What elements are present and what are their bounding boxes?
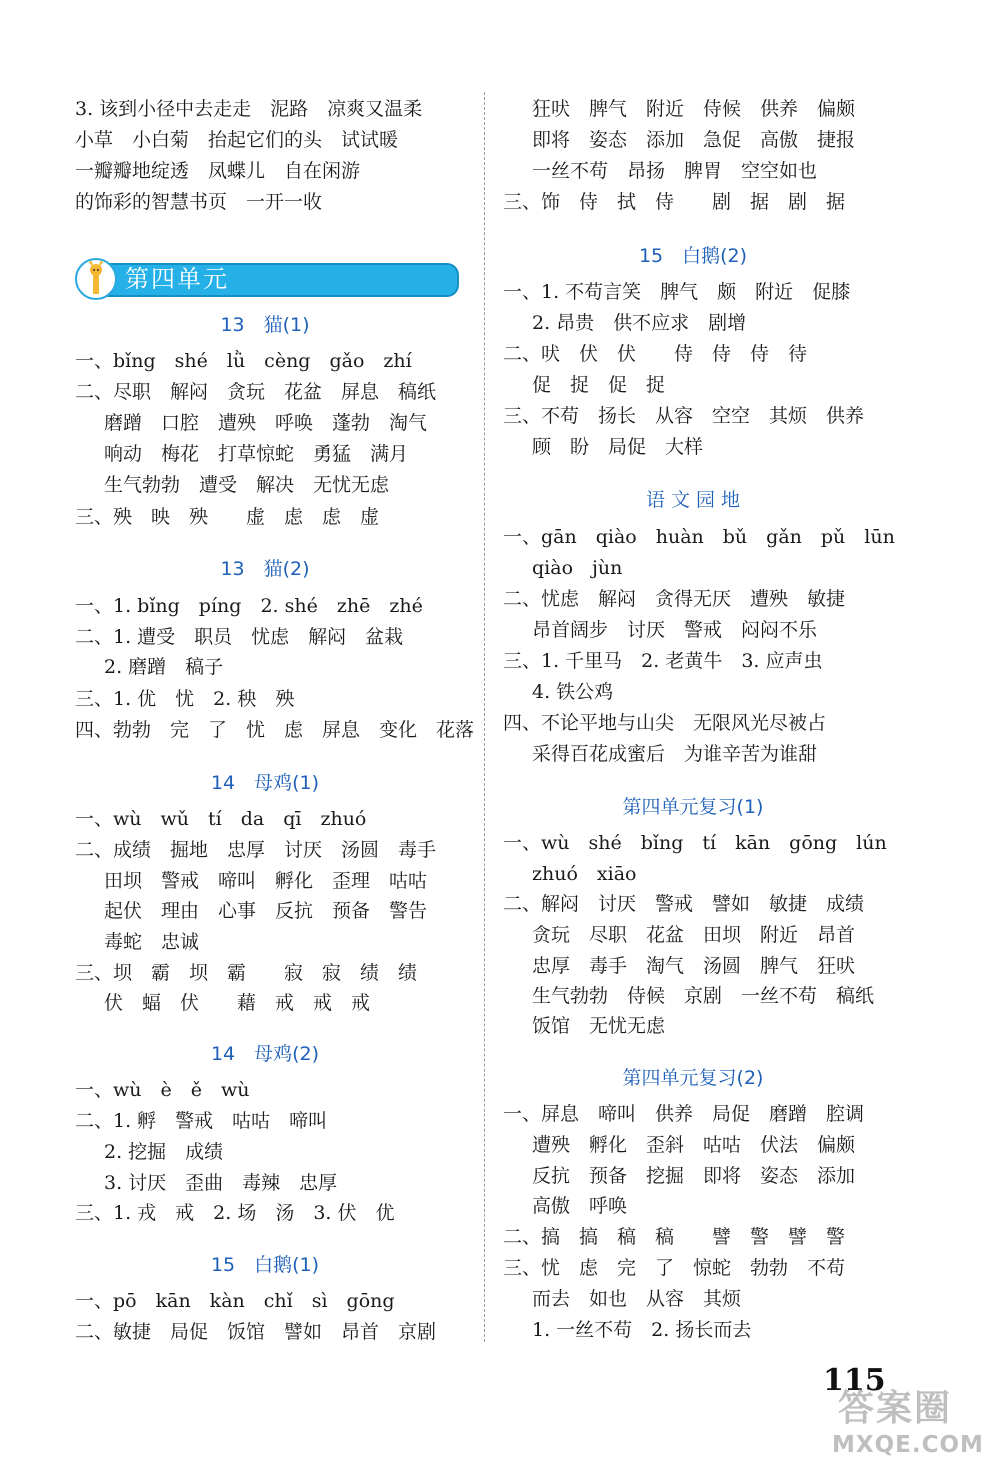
- watermark-logo-text: 答案圈: [838, 1388, 953, 1429]
- text-line: 的饰彩的智慧书页 一开一收: [75, 191, 323, 213]
- text-line: 一、pō kān kàn chǐ sì gōng: [75, 1290, 395, 1312]
- giraffe-icon-svg: [77, 260, 115, 298]
- text-line: 一、wù shé bǐng tí kān gōng lún: [503, 832, 887, 854]
- text-line: 3. 讨厌 歪曲 毒辣 忠厚: [104, 1172, 338, 1194]
- watermark: [830, 1380, 998, 1465]
- text-line: 饭馆 无忧无虑: [532, 1015, 666, 1037]
- section-heading: 语 文 园 地: [645, 489, 741, 511]
- text-line: 三、忧 虑 完 了 惊蛇 勃勃 不苟: [503, 1257, 846, 1279]
- text-line: 一、wù wǔ tí da qī zhuó: [75, 808, 367, 830]
- text-line: 一、wù è ě wù: [75, 1079, 250, 1101]
- text-line: 高傲 呼唤: [532, 1195, 628, 1217]
- text-line: 四、勃勃 完 了 忧 虑 屏息 变化 花落: [75, 719, 475, 741]
- unit-banner: [75, 258, 457, 300]
- text-line: 二、成绩 掘地 忠厚 讨厌 汤圆 毒手: [75, 839, 437, 861]
- section-heading: 13 猫(2): [220, 558, 310, 580]
- section-heading: 13 猫(1): [220, 314, 310, 336]
- text-line: 而去 如也 从容 其烦: [532, 1288, 742, 1310]
- text-line: 2. 磨蹭 稿子: [104, 656, 224, 678]
- text-line: 促 捉 促 捉: [532, 374, 666, 396]
- text-line: 一瓣瓣地绽透 凤蝶儿 自在闲游: [75, 160, 361, 182]
- text-line: 三、坝 霸 坝 霸 寂 寂 绩 绩: [75, 962, 418, 984]
- text-line: 二、尽职 解闷 贪玩 花盆 屏息 稿纸: [75, 381, 437, 403]
- text-line: 2. 挖掘 成绩: [104, 1141, 224, 1163]
- text-line: 二、忧虑 解闷 贪得无厌 遭殃 敏捷: [503, 588, 846, 610]
- text-line: 三、1. 戎 戒 2. 场 汤 3. 伏 优: [75, 1202, 395, 1224]
- text-line: 即将 姿态 添加 急促 高傲 捷报: [532, 129, 856, 151]
- text-line: 田坝 警戒 啼叫 孵化 歪理 咕咕: [104, 870, 428, 892]
- text-line: 四、不论平地与山尖 无限风光尽被占: [503, 712, 827, 734]
- text-line: 三、饰 侍 拭 侍 剧 据 剧 据: [503, 191, 846, 213]
- text-line: 一、屏息 啼叫 供养 局促 磨蹭 腔调: [503, 1103, 865, 1125]
- text-line: 二、1. 遭受 职员 忧虑 解闷 盆栽: [75, 626, 404, 648]
- text-line: 起伏 理由 心事 反抗 预备 警告: [104, 900, 428, 922]
- text-line: 一、bǐng shé lǜ cèng gǎo zhí: [75, 350, 412, 372]
- text-line: 一丝不苟 昂扬 脾胃 空空如也: [532, 160, 818, 182]
- text-line: 二、1. 孵 警戒 咕咕 啼叫: [75, 1110, 328, 1132]
- text-line: 狂吠 脾气 附近 侍候 供养 偏颇: [532, 98, 856, 120]
- text-line: 二、解闷 讨厌 警戒 譬如 敏捷 成绩: [503, 893, 865, 915]
- section-heading: 14 母鸡(1): [210, 772, 320, 794]
- text-line: 顾 盼 局促 大样: [532, 436, 704, 458]
- section-heading: 14 母鸡(2): [210, 1043, 320, 1065]
- text-line: 3. 该到小径中去走走 泥路 凉爽又温柔: [75, 98, 423, 120]
- text-line: 1. 一丝不苟 2. 扬长而去: [532, 1319, 752, 1341]
- watermark-url: MXQE.COM: [832, 1432, 984, 1458]
- text-line: 反抗 预备 挖掘 即将 姿态 添加: [532, 1165, 856, 1187]
- unit-title: 第四单元: [125, 265, 229, 293]
- section-heading: 第四单元复习(2): [622, 1067, 764, 1089]
- text-line: 伏 蝠 伏 藉 戒 戒 戒: [104, 992, 371, 1014]
- text-line: 二、搞 搞 稿 稿 譬 警 譬 警: [503, 1226, 846, 1248]
- text-line: 三、不苟 扬长 从容 空空 其烦 供养: [503, 405, 865, 427]
- text-line: 2. 昂贵 供不应求 剧增: [532, 312, 747, 334]
- text-line: 小草 小白菊 抬起它们的头 试试暖: [75, 129, 399, 151]
- text-line: 生气勃勃 遭受 解决 无忧无虑: [104, 474, 390, 496]
- text-line: 遭殃 孵化 歪斜 咕咕 伏法 偏颇: [532, 1134, 856, 1156]
- giraffe-icon: [75, 258, 117, 300]
- text-line: 三、1. 优 忧 2. 秧 殃: [75, 688, 295, 710]
- text-line: 三、殃 映 殃 虚 虑 虑 虚: [75, 506, 380, 528]
- text-line: 贪玩 尽职 花盆 田坝 附近 昂首: [532, 924, 856, 946]
- text-line: 4. 铁公鸡: [532, 681, 614, 703]
- text-line: 一、1. 不苟言笑 脾气 颇 附近 促膝: [503, 281, 851, 303]
- text-line: 磨蹭 口腔 遭殃 呼唤 蓬勃 淘气: [104, 412, 428, 434]
- text-line: 三、1. 千里马 2. 老黄牛 3. 应声虫: [503, 650, 823, 672]
- text-line: 一、gān qiào huàn bǔ gǎn pǔ lūn: [503, 526, 895, 548]
- section-heading: 15 白鹅(2): [638, 245, 748, 267]
- column-divider: [484, 92, 485, 1342]
- text-line: qiào jùn: [532, 557, 623, 579]
- page-number: 115: [823, 1363, 886, 1398]
- section-heading: 15 白鹅(1): [210, 1254, 320, 1276]
- text-line: zhuó xiāo: [532, 863, 637, 885]
- text-line: 二、敏捷 局促 饭馆 譬如 昂首 京剧: [75, 1321, 437, 1343]
- text-line: 毒蛇 忠诚: [104, 931, 200, 953]
- text-line: 生气勃勃 侍候 京剧 一丝不苟 稿纸: [532, 985, 875, 1007]
- text-line: 忠厚 毒手 淘气 汤圆 脾气 狂吠: [532, 955, 856, 977]
- text-line: 响动 梅花 打草惊蛇 勇猛 满月: [104, 443, 409, 465]
- text-line: 二、吠 伏 伏 侍 侍 侍 待: [503, 343, 808, 365]
- text-line: 昂首阔步 讨厌 警戒 闷闷不乐: [532, 619, 818, 641]
- text-line: 采得百花成蜜后 为谁辛苦为谁甜: [532, 743, 818, 765]
- section-heading: 第四单元复习(1): [622, 796, 764, 818]
- text-line: 一、1. bǐng píng 2. shé zhē zhé: [75, 595, 423, 617]
